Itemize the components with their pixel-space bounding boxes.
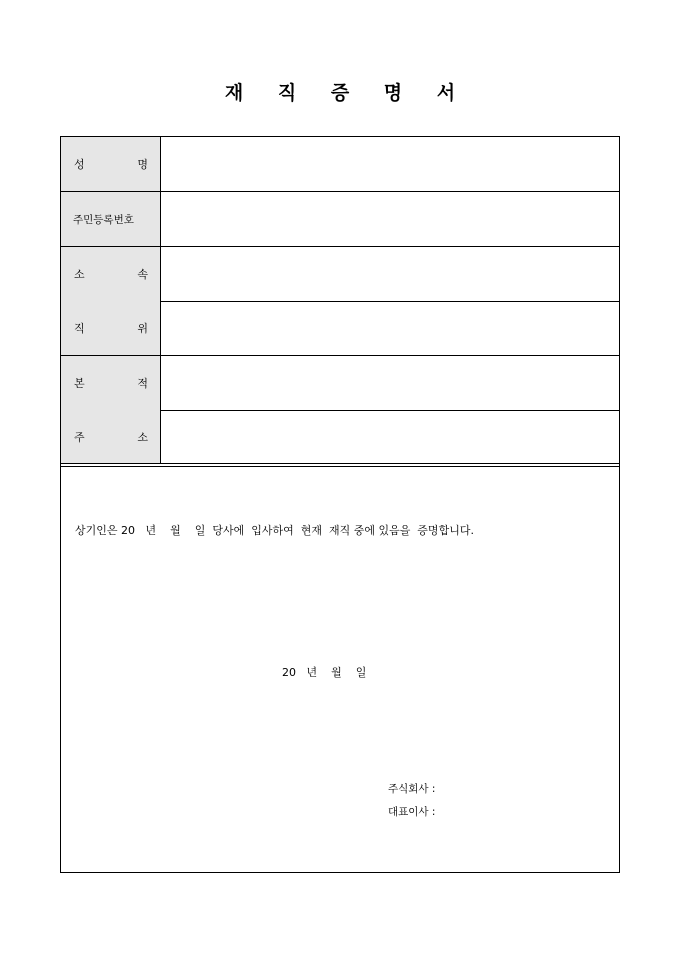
field-label-name: 성 명: [61, 137, 161, 191]
issue-date-line: 20 년 월 일: [282, 666, 367, 679]
field-label-domicile: 본 적: [61, 356, 161, 410]
field-row-resident-number: [61, 192, 619, 247]
field-value-name[interactable]: [161, 137, 619, 191]
certificate-form: [60, 136, 620, 873]
field-value-resident-number[interactable]: [161, 192, 619, 246]
field-value-department[interactable]: [161, 247, 619, 301]
field-label-department: 소 속: [61, 247, 161, 301]
certification-statement: 상기인은 20 년 월 일 당사에 입사하여 현재 재직 중에 있음을 증명합니다.: [75, 524, 474, 537]
field-value-position[interactable]: [161, 301, 619, 355]
field-label-address: 주 소: [61, 410, 161, 463]
field-row-name: [61, 137, 619, 192]
field-row-position: [61, 301, 619, 356]
field-row-address: [61, 410, 619, 463]
document-title: 재 직 증 명 서: [224, 82, 470, 104]
field-label-resident-number: 주민등록번호: [61, 192, 161, 246]
double-divider: [61, 463, 619, 467]
field-row-domicile: [61, 356, 619, 411]
ceo-label: 대표이사 :: [388, 806, 436, 818]
field-value-address[interactable]: [161, 410, 619, 463]
field-label-position: 직 위: [61, 301, 161, 355]
field-row-department: [61, 247, 619, 302]
company-label: 주식회사 :: [388, 783, 436, 795]
field-value-domicile[interactable]: [161, 356, 619, 410]
